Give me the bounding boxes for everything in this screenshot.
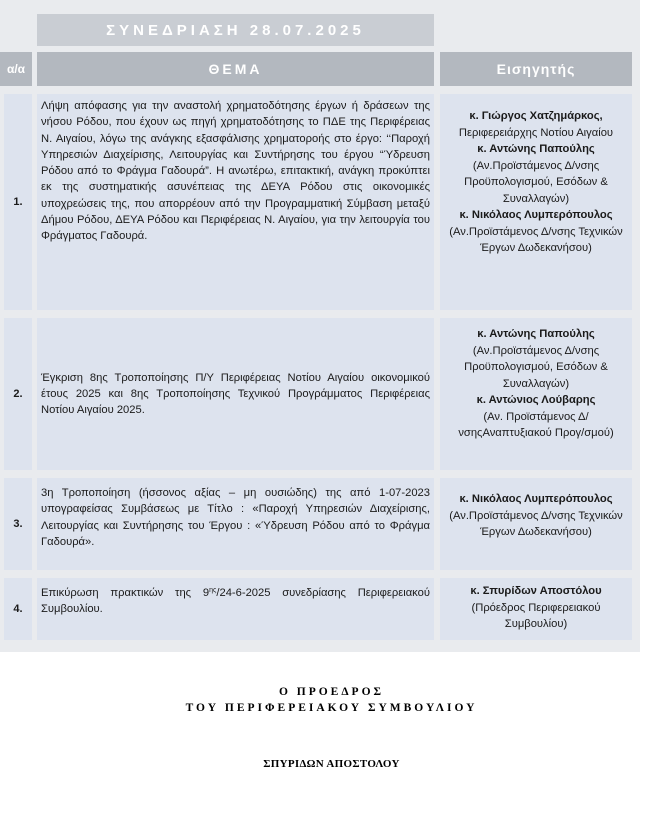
row-theme-text: Επικύρωση πρακτικών της 9 [41,587,210,599]
signature-name: ΣΠΥΡΙΔΩΝ ΑΠΟΣΤΟΛΟΥ [263,758,400,770]
row-number: 2. [4,318,32,470]
header-rapporteur: Εισηγητής [440,52,632,86]
table-row [0,318,640,470]
row-rapporteurs [440,478,632,570]
row-rapporteurs [440,318,632,470]
rapporteur-name: κ. Νικόλαος Λυμπερόπουλος [459,493,613,505]
rapporteur-name: κ. Γιώργος Χατζημάρκος, [469,110,603,122]
rapporteur-role: (Αν.Προϊστάμενος Δ/νσης Τεχνικών Έργων Δωδεκανήσου) [449,225,623,254]
row-theme-text: Έγκριση 8ης Τροποποίησης Π/Υ Περιφέρειας Νοτίου Αιγαίου οικονομικού έτους 2025 και 8ης Τροποποίησης Τεχνικού Προγράμματος Περιφέρειας Νοτίου Αιγαίου 2025. [41,371,430,417]
row-theme [37,318,434,470]
row-rapporteurs [440,578,632,640]
row-number: 4. [4,578,32,640]
rapporteur-name: κ. Σπυρίδων Αποστόλου [470,585,602,597]
rapporteur-role: (Πρόεδρος Περιφερειακού Συμβουλίου) [471,601,601,630]
rapporteur-name: κ. Αντώνης Παπούλης [477,328,595,340]
table-row [0,478,640,570]
header-theme: ΘΕΜΑ [37,52,434,86]
signature-title: Ο ΠΡΟΕΔΡΟΣ [278,686,385,698]
rapporteur-name: κ. Νικόλαος Λυμπερόπουλος [459,209,613,221]
ordinal-suffix: ης [209,587,217,594]
row-number: 3. [4,478,32,570]
header-aa: α/α [0,52,32,86]
session-title: ΣΥΝΕΔΡΙΑΣΗ 28.07.2025 [37,14,434,46]
table-row [0,578,640,640]
row-theme: Λήψη απόφασης για την αναστολή χρηματοδότησης έργων ή δράσεων της νήσου Ρόδου, που έχουν ως πηγή χρηματοδότησης το ΠΔΕ της Περιφέρειας Ν. Αιγαίου, λόγω της ανάγκης εξασφάλισης χρηματοροής στο έργο: ‘‘Παροχή Υπηρεσιών Διαχείρισης, Λειτουργίας και Συντήρησης του έργου “Ύδρευση Ρόδου από το Φράγμα Γαδουρά”. Η ανωτέρω, επιτακτική, ανάγκη προκύπτει εκ της συστηματικής ασυνέπειας της ΔΕΥΑ Ρόδου στις οικονομικές υποχρεώσεις της, που απορρέουν από την Προγραμματική Σύμβαση μεταξύ Δήμου Ρόδου, ΔΕΥΑ Ρόδου και Περιφέρειας Ν. Αιγαίου, για την λειτουργία του Φράγματος Γαδουρά. [37,94,434,310]
table-row [0,94,640,310]
rapporteur-role: (Αν. Προϊστάμενος Δ/νσηςΑναπτυξιακού Προγ/σμού) [458,410,614,439]
row-theme-text: /24-6-2025 συνεδρίασης Περιφερειακού Συμβουλίου. [41,587,430,616]
rapporteur-role: Περιφερειάρχης Νοτίου Αιγαίου [458,126,614,139]
row-theme: 3η Τροποποίηση (ήσσονος αξίας – μη ουσιώδης) της από 1-07-2023 υπογραφείσας Συμβάσεως με Τίτλο : «Παροχή Υπηρεσιών Διαχείρισης, Λειτουργίας και Συντήρησης του Έργου : «Ύδρευση Ρόδου από το Φράγμα Γαδουρά». [37,478,434,570]
signature-subtitle: ΤΟΥ ΠΕΡΙΦΕΡΕΙΑΚΟΥ ΣΥΜΒΟΥΛΙΟΥ [185,702,478,714]
rapporteur-role: (Αν.Προϊστάμενος Δ/νσης Προϋπολογισμού, Εσόδων & Συναλλαγών) [464,159,608,205]
row-number: 1. [4,94,32,310]
row-theme [37,578,434,640]
rapporteur-name: κ. Αντώνιος Λούβαρης [476,394,596,406]
rapporteur-role: (Αν.Προϊστάμενος Δ/νσης Τεχνικών Έργων Δωδεκανήσου) [449,509,623,538]
rapporteur-name: κ. Αντώνης Παπούλης [477,143,595,155]
rapporteur-role: (Αν.Προϊστάμενος Δ/νσης Προϋπολογισμού, Εσόδων & Συναλλαγών) [464,344,608,390]
row-rapporteurs [440,94,632,310]
